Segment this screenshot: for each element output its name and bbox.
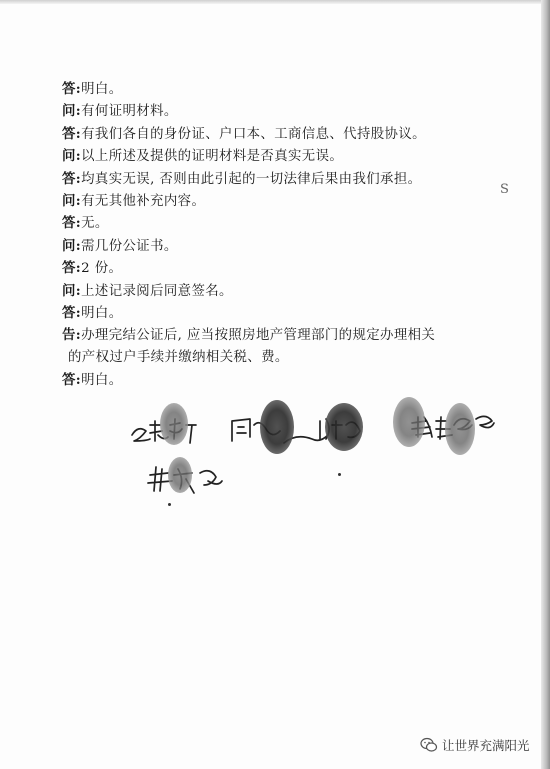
line-text: 2 份。 <box>81 261 123 277</box>
line-text: 均真实无误, 否则由此引起的一切法律后果由我们承担。 <box>81 171 422 187</box>
transcript-line <box>62 302 502 324</box>
fingerprint-mark <box>325 403 363 451</box>
transcript-line <box>62 324 502 346</box>
speaker-label: 答: <box>62 372 82 389</box>
watermark-text: 让世界充满阳光 <box>442 738 530 753</box>
fingerprint-mark <box>393 397 425 447</box>
wechat-icon <box>420 737 438 753</box>
line-text: 明白。 <box>81 82 123 97</box>
line-text: 需几份公证书。 <box>81 238 178 254</box>
speaker-label: 告: <box>62 327 82 344</box>
speaker-label: 问: <box>62 192 82 209</box>
speaker-label: 答: <box>62 260 82 277</box>
speaker-label: 答: <box>62 81 82 97</box>
line-text: 明白。 <box>81 373 123 389</box>
line-text: 的产权过户手续并缴纳相关税、费。 <box>68 349 289 365</box>
line-text: 有我们各自的身份证、户口本、工商信息、代持股协议。 <box>81 126 426 142</box>
transcript-line <box>62 123 502 145</box>
line-text: 无。 <box>81 216 109 232</box>
fingerprint-mark <box>260 400 294 454</box>
speaker-label: 问: <box>62 282 82 299</box>
transcript-line <box>62 168 502 190</box>
transcript-line <box>62 190 502 212</box>
speaker-label: 问: <box>62 103 82 120</box>
transcript-line <box>62 235 502 257</box>
line-text: 明白。 <box>81 305 123 321</box>
transcript-line <box>62 78 502 100</box>
transcript-line <box>62 212 502 234</box>
qa-transcript <box>62 78 502 391</box>
ink-dot <box>338 473 341 476</box>
transcript-line <box>62 369 502 391</box>
margin-mark: S <box>500 182 509 197</box>
line-text: 办理完结公证后, 应当按照房地产管理部门的规定办理相关 <box>81 328 436 344</box>
line-text: 上述记录阅后同意签名。 <box>81 283 233 299</box>
transcript-line <box>62 257 502 279</box>
line-text: 有无其他补充内容。 <box>81 193 206 209</box>
watermark <box>420 736 530 754</box>
speaker-label: 问: <box>62 237 82 254</box>
fingerprint-mark <box>168 457 192 493</box>
signature-area <box>120 395 510 505</box>
speaker-label: 答: <box>62 304 82 321</box>
speaker-label: 答: <box>62 170 82 187</box>
transcript-line <box>62 280 502 302</box>
line-text: 有何证明材料。 <box>81 104 178 120</box>
fingerprint-mark <box>160 403 188 445</box>
line-text: 以上所述及提供的证明材料是否真实无误。 <box>81 149 344 165</box>
transcript-line-continuation <box>62 347 502 369</box>
transcript-line <box>62 145 502 167</box>
speaker-label: 答: <box>62 125 82 142</box>
transcript-line <box>62 100 502 122</box>
speaker-label: 答: <box>62 215 82 232</box>
scan-edge-right <box>541 0 550 769</box>
scan-edge-top <box>0 0 550 4</box>
fingerprint-mark <box>445 403 475 455</box>
ink-dot <box>168 503 171 506</box>
speaker-label: 问: <box>62 148 82 165</box>
